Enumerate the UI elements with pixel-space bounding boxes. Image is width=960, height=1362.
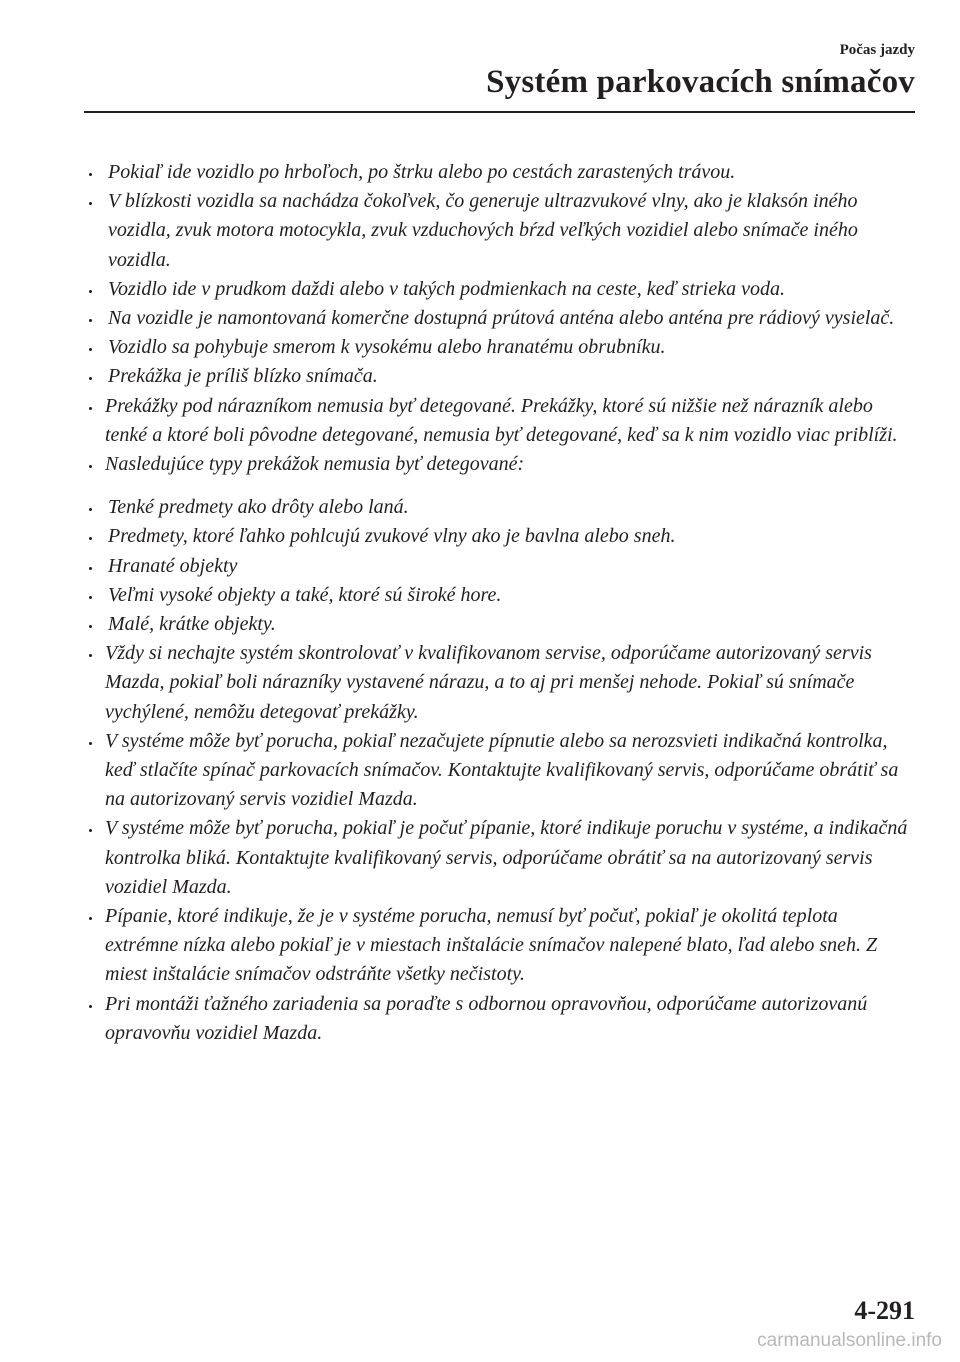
bullet-item: Hranaté objekty (86, 552, 916, 581)
bullet-item: Vozidlo ide v prudkom daždi alebo v takých podmienkach na ceste, keď strieka voda. (86, 275, 916, 304)
bullet-item: V systéme môže byť porucha, pokiaľ je počuť pípanie, ktoré indikuje poruchu v systéme, a indikačná kontrolka bliká. Kontaktujte kvalifikovaný servis, odporúčame obrátiť sa na autorizovaný servis vozidiel Mazda. (86, 814, 916, 902)
page-header (486, 40, 915, 102)
bullet-item: V systéme môže byť porucha, pokiaľ nezačujete pípnutie alebo sa nerozsvieti indikačná kontrolka, keď stlačíte spínač parkovacích snímačov. Kontaktujte kvalifikovaný servis, odporúčame obrátiť sa na autorizovaný servis vozidiel Mazda. (86, 727, 916, 815)
bullet-item: Pokiaľ ide vozidlo po hrboľoch, po štrku alebo po cestách zarastených trávou. (86, 158, 916, 187)
chapter-title: Systém parkovacích snímačov (486, 64, 915, 100)
bullet-item: Malé, krátke objekty. (86, 610, 916, 639)
page-number: 4-291 (854, 1296, 915, 1325)
bullet-item: V blízkosti vozidla sa nachádza čokoľvek, čo generuje ultrazvukové vlny, ako je klaksón iného vozidla, zvuk motora motocykla, zvuk vzduchových bŕzd veľkých vozidiel alebo snímače iného vozidla. (86, 187, 916, 275)
bullet-item: Pri montáži ťažného zariadenia sa poraďte s odbornou opravovňou, odporúčame autorizovanú opravovňu vozidiel Mazda. (86, 990, 916, 1048)
bullet-item: Nasledujúce typy prekážok nemusia byť detegované: (86, 450, 916, 479)
bullet-item: Vozidlo sa pohybuje smerom k vysokému alebo hranatému obrubníku. (86, 333, 916, 362)
bullet-item: Predmety, ktoré ľahko pohlcujú zvukové vlny ako je bavlna alebo sneh. (86, 522, 916, 551)
bullet-item: Vždy si nechajte systém skontrolovať v kvalifikovanom servise, odporúčame autorizovaný servis Mazda, pokiaľ boli nárazníky vystavené nárazu, a to aj pri menšej nehode. Pokiaľ sú snímače vychýlené, nemôžu detegovať prekážky. (86, 639, 916, 727)
section-title: Počas jazdy (839, 42, 915, 58)
bullet-item: Pípanie, ktoré indikuje, že je v systéme porucha, nemusí byť počuť, pokiaľ je okolitá teplota extrémne nízka alebo pokiaľ je v miestach inštalácie snímačov nalepené blato, ľad alebo sneh. Z miest inštalácie snímačov odstráňte všetky nečistoty. (86, 902, 916, 990)
bullet-item: Na vozidle je namontovaná komerčne dostupná prútová anténa alebo anténa pre rádiový vysielač. (86, 304, 916, 333)
watermark: carmanualsonline.info (757, 1330, 942, 1351)
header-divider (84, 111, 915, 113)
bullet-item: Prekážky pod nárazníkom nemusia byť detegované. Prekážky, ktoré sú nižšie než nárazník alebo tenké a ktoré boli pôvodne detegované, nemusia byť detegované, keď sa k nim vozidlo viac priblíži. (86, 392, 916, 450)
page-body (86, 158, 916, 1048)
bullet-item: Prekážka je príliš blízko snímača. (86, 362, 916, 391)
bullet-item: Tenké predmety ako drôty alebo laná. (86, 493, 916, 522)
bullet-item: Veľmi vysoké objekty a také, ktoré sú široké hore. (86, 581, 916, 610)
